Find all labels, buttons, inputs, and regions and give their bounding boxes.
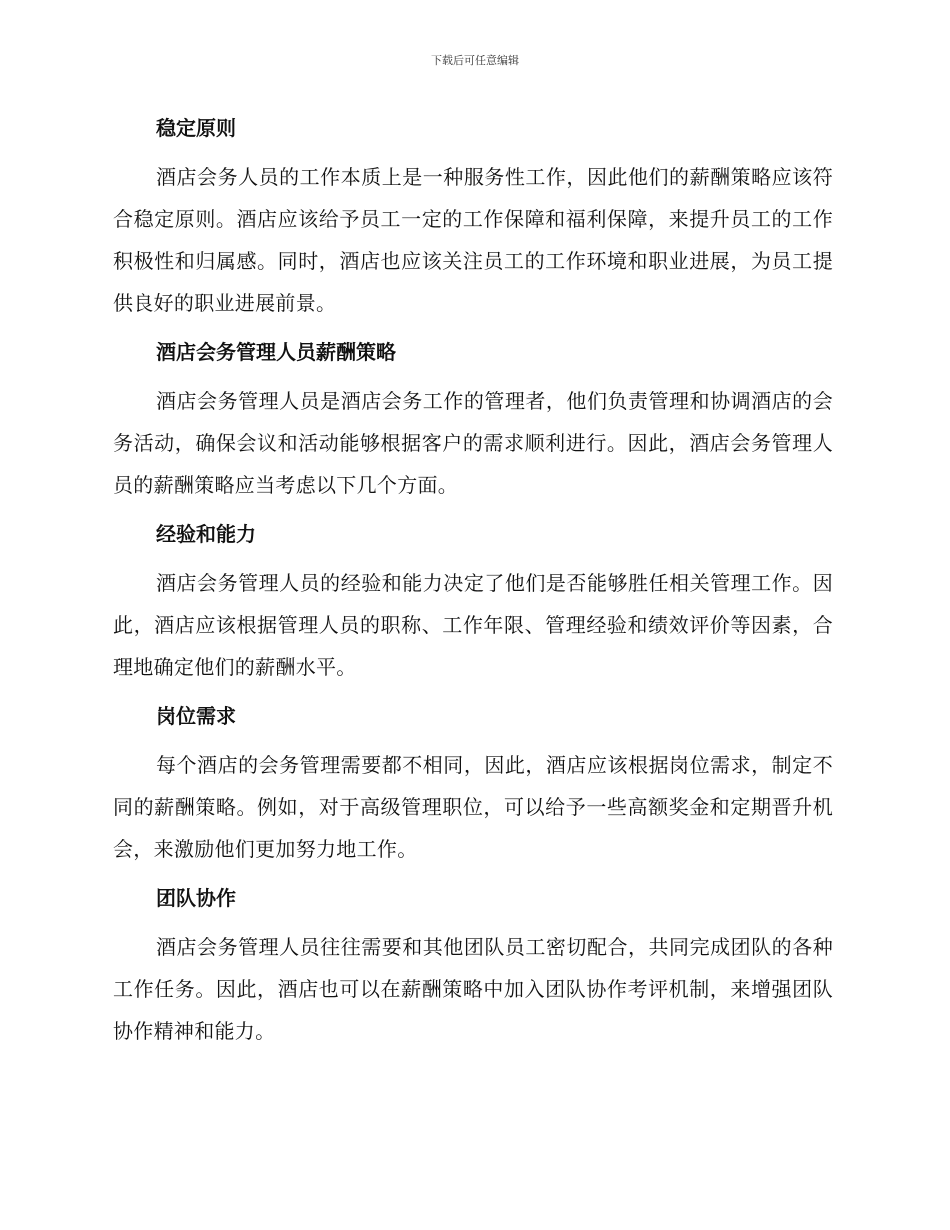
section-experience-ability	[113, 516, 833, 688]
section-manager-salary-strategy	[113, 334, 833, 506]
section-paragraph: 酒店会务人员的工作本质上是一种服务性工作，因此他们的薪酬策略应该符合稳定原则。酒店应该给予员工一定的工作保障和福利保障，来提升员工的工作积极性和归属感。同时，酒店也应该关注员工的工作环境和职业进展，为员工提供良好的职业进展前景。	[113, 165, 833, 315]
section-paragraph: 酒店会务管理人员是酒店会务工作的管理者，他们负责管理和协调酒店的会务活动，确保会议和活动能够根据客户的需求顺利进行。因此，酒店会务管理人员的薪酬策略应当考虑以下几个方面。	[113, 389, 833, 497]
document-body	[113, 110, 833, 1062]
section-heading: 稳定原则	[156, 116, 236, 140]
section-heading: 岗位需求	[156, 704, 236, 728]
header-note: 下载后可任意编辑	[431, 54, 519, 67]
section-position-demand	[113, 698, 833, 870]
section-team-collaboration	[113, 880, 833, 1052]
section-heading: 经验和能力	[156, 522, 256, 546]
section-heading: 酒店会务管理人员薪酬策略	[156, 340, 396, 364]
section-paragraph: 酒店会务管理人员往往需要和其他团队员工密切配合，共同完成团队的各种工作任务。因此，酒店也可以在薪酬策略中加入团队协作考评机制，来增强团队协作精神和能力。	[113, 935, 833, 1043]
section-stability-principle	[113, 110, 833, 324]
section-paragraph: 酒店会务管理人员的经验和能力决定了他们是否能够胜任相关管理工作。因此，酒店应该根据管理人员的职称、工作年限、管理经验和绩效评价等因素，合理地确定他们的薪酬水平。	[113, 571, 833, 679]
section-heading: 团队协作	[156, 886, 236, 910]
section-paragraph: 每个酒店的会务管理需要都不相同，因此，酒店应该根据岗位需求，制定不同的薪酬策略。例如，对于高级管理职位，可以给予一些高额奖金和定期晋升机会，来激励他们更加努力地工作。	[113, 753, 833, 861]
